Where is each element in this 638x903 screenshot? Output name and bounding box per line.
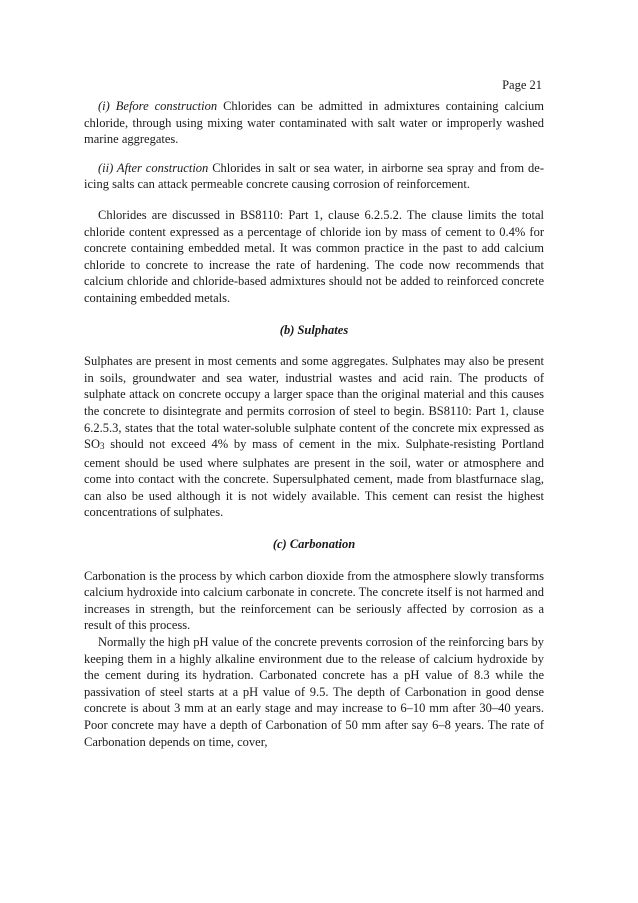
sulphates-text-part2: should not exceed 4% by mass of cement in the mix. Sulphate-resisting Portland cement should be used where sulphates are present in the soil, water or atmosphere and come into contact with the concrete. Supersulphated cement, made from blastfurnace slag, can also be used although it is not widely available. This cement can resist the highest concentrations of sulphates. (84, 437, 544, 520)
before-construction-label: (i) Before construction (98, 99, 218, 113)
before-construction-text: Chlorides can be admitted in admixtures containing calcium chloride, through using mixing water contaminated with salt water or improperly washed marine aggregates. (84, 99, 545, 147)
chlorides-bs8110-paragraph: Chlorides are discussed in BS8110: Part 1, clause 6.2.5.2. The clause limits the total chloride content expressed as a percentage of chloride ion by mass of cement to 0.4% for concrete containing embedded metal. It was common practice in the past to add calcium chloride to concrete to increase the rate of hardening. The code now recommends that calcium chloride and chloride-based admixtures should not be added to reinforced concrete containing embedded metals. (84, 207, 544, 305)
sulphates-text-part1: Sulphates are present in most cements and some aggregates. Sulphates may also be present in soils, groundwater and sea water, industrial wastes and acid rain. The products of sulphate attack on concrete occupy a larger space than the original material and this causes the concrete to disintegrate and permits corrosion of steel to begin. BS8110: Part 1, clause 6.2.5.3, states that the total water-soluble sulphate content of the concrete mix expressed as SO (84, 354, 544, 452)
page-number: Page 21 (502, 78, 542, 92)
before-construction-paragraph (84, 98, 544, 148)
sulphates-heading: (b) Sulphates (279, 322, 349, 337)
document-body (84, 98, 544, 750)
carbonation-paragraph-2: Normally the high pH value of the concrete prevents corrosion of the reinforcing bars by keeping them in a highly alkaline environment due to the release of calcium hydroxide by the cement during its hydration. Carbonated concrete has a pH value of 8.3 while the passivation of steel starts at a pH value of 9.5. The depth of Carbonation in good dense concrete is about 3 mm at an early stage and may increase to 6–10 mm after 30–40 years. Poor concrete may have a depth of Carbonation of 50 mm after say 6–8 years. The rate of Carbonation depends on time, cover, (84, 635, 544, 749)
carbonation-paragraph-1: Carbonation is the process by which carbon dioxide from the atmosphere slowly transforms calcium hydroxide into calcium carbonate in concrete. The concrete itself is not harmed and increases in strength, but the reinforcement can be seriously affected by corrosion as a result of this process. (84, 568, 545, 633)
so3-subscript: 3 (99, 441, 105, 452)
after-construction-label: (ii) After construction (98, 160, 209, 175)
carbonation-heading: (c) Carbonation (272, 537, 356, 552)
sulphates-paragraph (84, 353, 544, 521)
after-construction-text: Chlorides in salt or sea water, in airborne sea spray and from de-icing salts can attack permeable concrete causing corrosion of reinforcement. (84, 160, 544, 192)
after-construction-paragraph (84, 160, 544, 193)
